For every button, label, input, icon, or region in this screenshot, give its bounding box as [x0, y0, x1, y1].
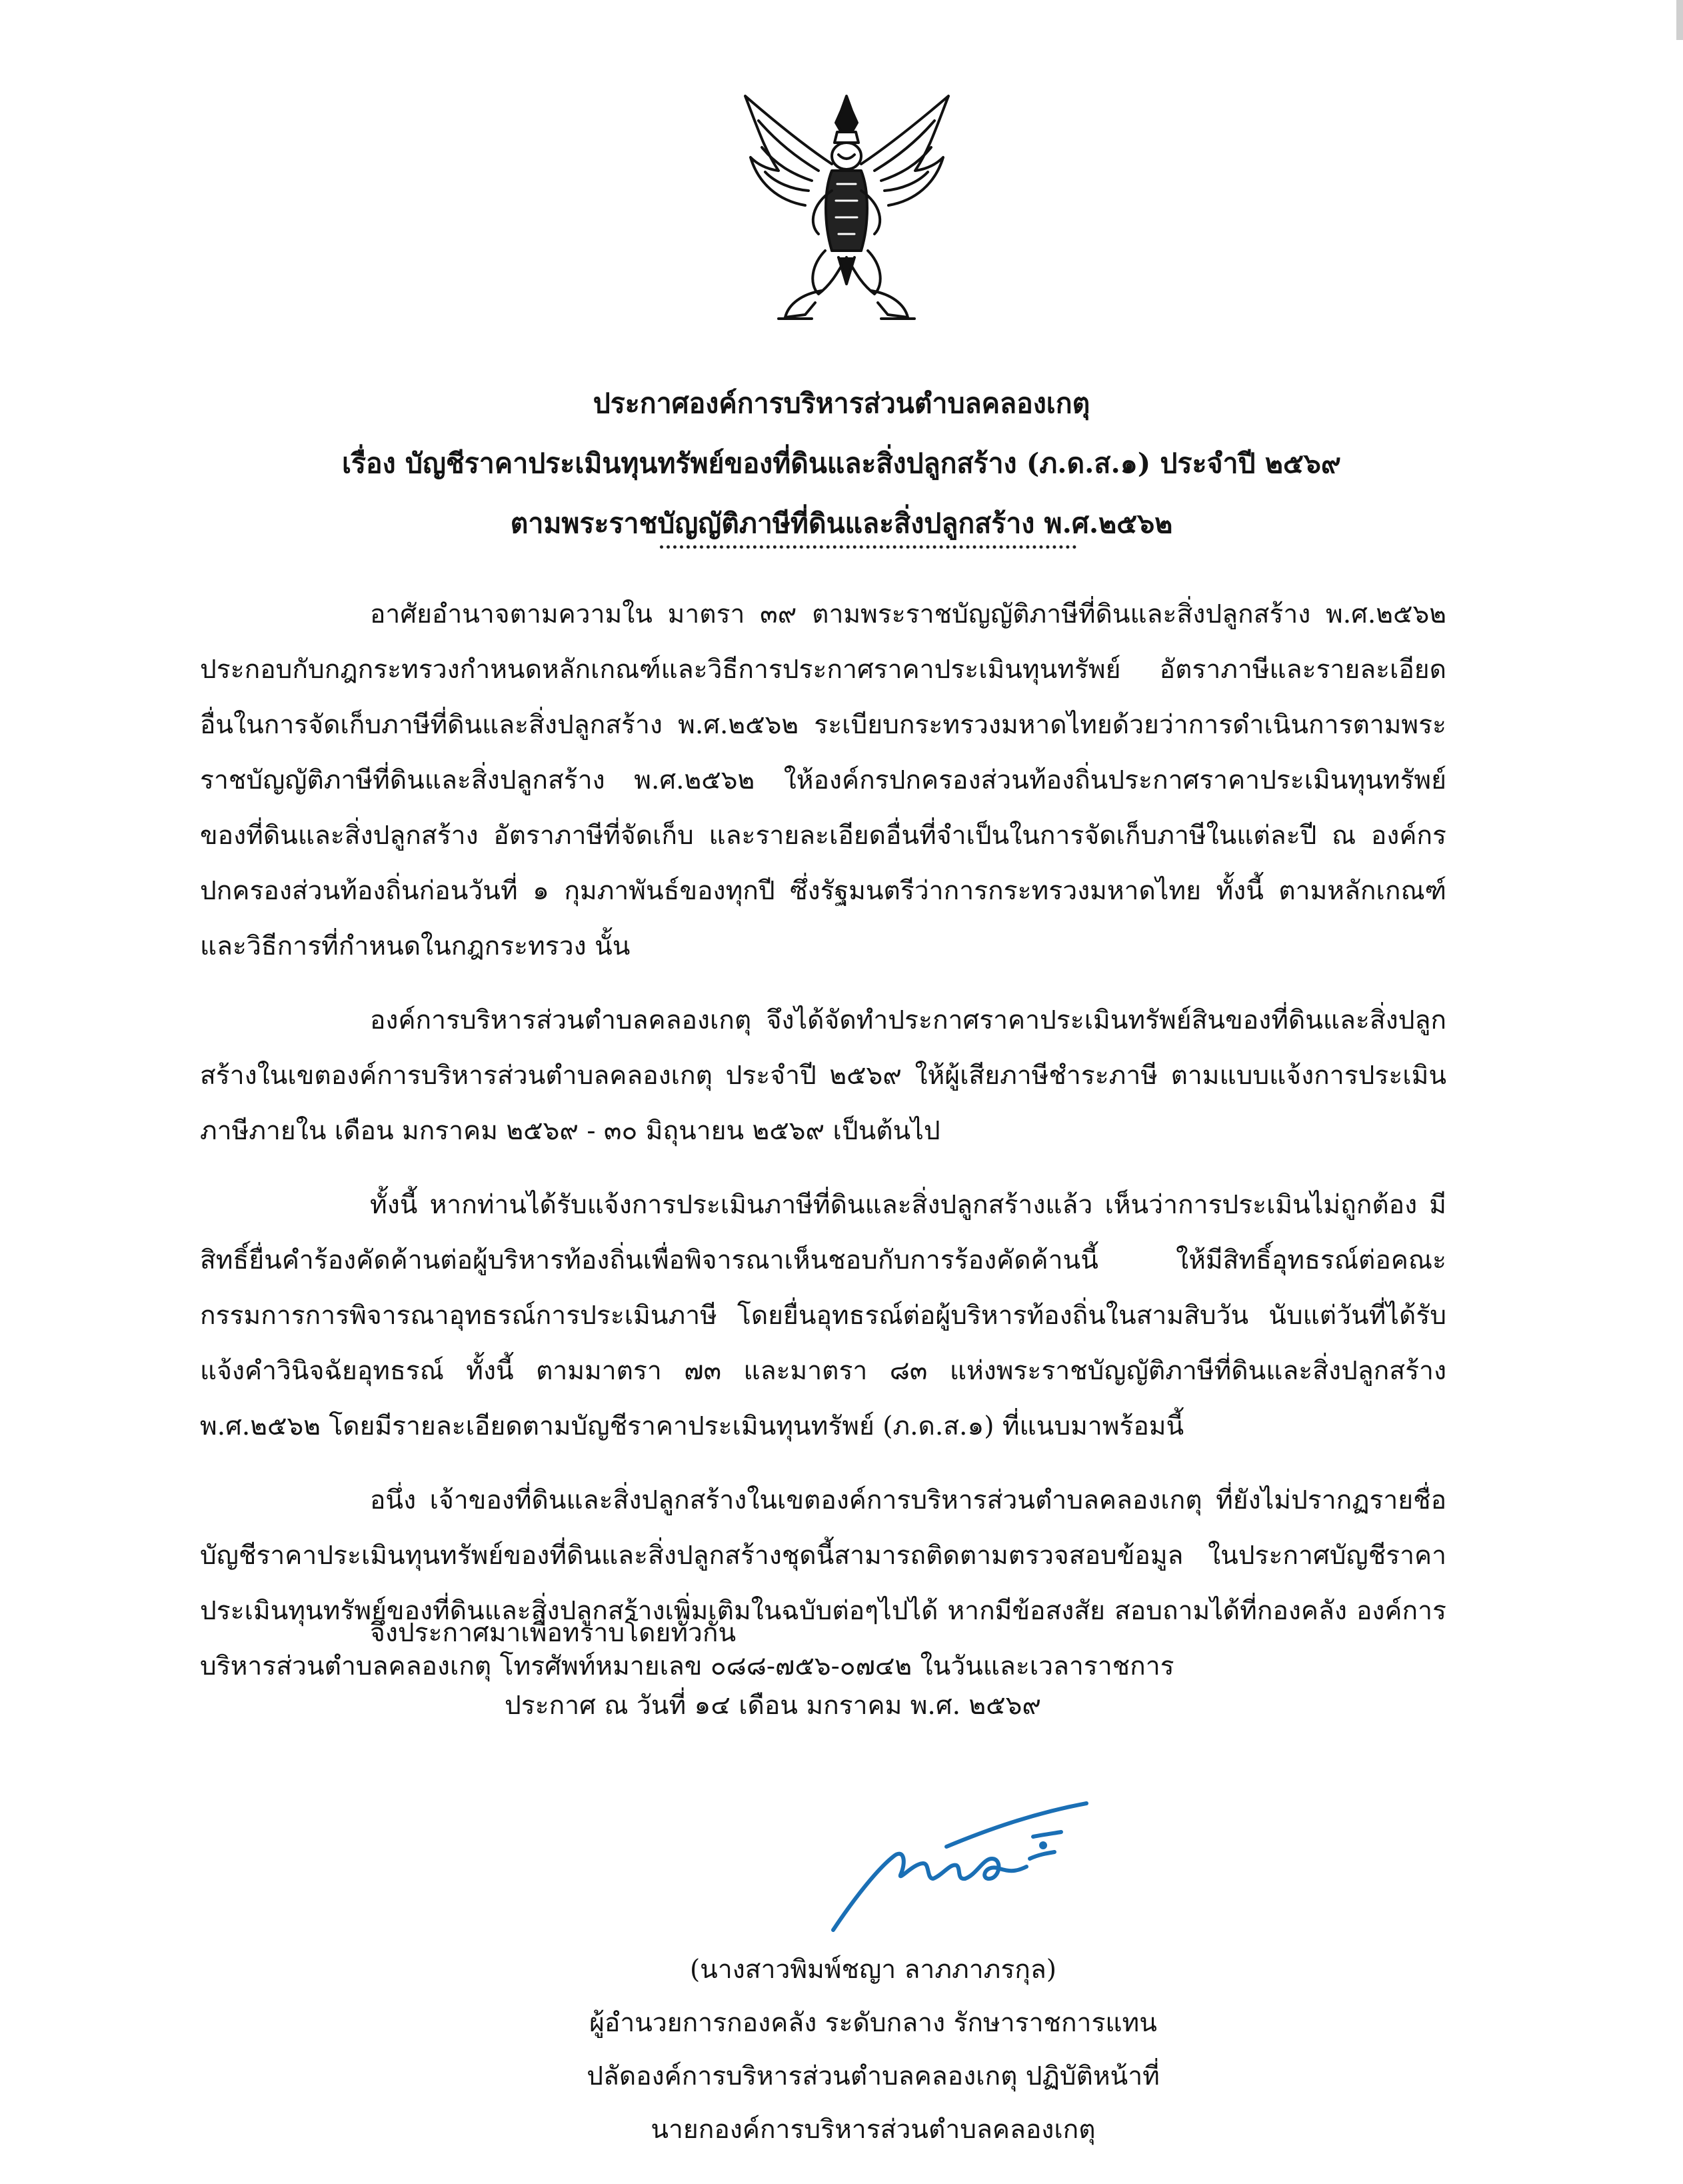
closing-statement: จึงประกาศมาเพื่อทราบโดยทั่วกัน [370, 1618, 737, 1648]
announcement-date: ประกาศ ณ วันที่ ๑๔ เดือน มกราคม พ.ศ. ๒๕๖๙ [505, 1691, 1041, 1721]
announcement-law: ตามพระราชบัญญัติภาษีที่ดินและสิ่งปลูกสร้าง พ.ศ.๒๕๖๒ [510, 507, 1173, 539]
body-paragraph-1: อาศัยอำนาจตามความใน มาตรา ๓๙ ตามพระราชบัญญัติภาษีที่ดินและสิ่งปลูกสร้าง พ.ศ.๒๕๖๒ ประกอบกับกฎกระทรวงกำหนดหลักเกณฑ์และวิธีการประกาศราคาประเมินทุนทรัพย์ อัตราภาษีและรายละเอียดอื่นในการจัดเก็บภาษีที่ดินและสิ่งปลูกสร้าง พ.ศ.๒๕๖๒ ระเบียบกระทรวงมหาดไทยด้วยว่าการดำเนินการตามพระราชบัญญัติภาษีที่ดินและสิ่งปลูกสร้าง พ.ศ.๒๕๖๒ ให้องค์กรปกครองส่วนท้องถิ่นประกาศราคาประเมินทุนทรัพย์ของที่ดินและสิ่งปลูกสร้าง อัตราภาษีที่จัดเก็บ และรายละเอียดอื่นที่จำเป็นในการจัดเก็บภาษีในแต่ละปี ณ องค์กรปกครองส่วนท้องถิ่นก่อนวันที่ ๑ กุมภาพันธ์ของทุกปี ซึ่งรัฐมนตรีว่าการกระทรวงมหาดไทย ทั้งนี้ ตามหลักเกณฑ์และวิธีการที่กำหนดในกฎกระทรวง นั้น [200, 599, 1446, 961]
dotted-divider [660, 545, 1076, 549]
signatory-name: (นางสาวพิมพ์ชญา ลาภภาภรกุล) [689, 1955, 1057, 1985]
announcement-heading [133, 373, 1550, 553]
signatory-position-2: ปลัดองค์การบริหารส่วนตำบลคลองเกตุ ปฏิบัติหน้าที่ [587, 2061, 1160, 2091]
announcement-body [200, 587, 1446, 1713]
garuda-emblem-icon [739, 91, 955, 327]
signatory-position-3: นายกองค์การบริหารส่วนตำบลคลองเกตุ [651, 2115, 1096, 2145]
announcement-subject: เรื่อง บัญชีราคาประเมินทุนทรัพย์ของที่ดินและสิ่งปลูกสร้าง (ภ.ด.ส.๑) ประจำปี ๒๕๖๙ [342, 447, 1341, 479]
announcement-title: ประกาศองค์การบริหารส่วนตำบลคลองเกตุ [593, 387, 1090, 419]
handwritten-signature [813, 1800, 1106, 1937]
signatory-block [467, 1943, 1280, 2157]
body-paragraph-4: อนึ่ง เจ้าของที่ดินและสิ่งปลูกสร้างในเขตองค์การบริหารส่วนตำบลคลองเกตุ ที่ยังไม่ปรากฏรายชื่อบัญชีราคาประเมินทุนทรัพย์ของที่ดินและสิ่งปลูกสร้างชุดนี้สามารถติดตามตรวจสอบข้อมูล ในประกาศบัญชีราคาประเมินทุนทรัพย์ของที่ดินและสิ่งปลูกสร้างเพิ่มเติมในฉบับต่อๆไปได้ หากมีข้อสงสัย สอบถามได้ที่กองคลัง องค์การบริหารส่วนตำบลคลองเกตุ โทรศัพท์หมายเลข ๐๘๘-๗๕๖-๐๗๔๒ ในวันและเวลาราชการ [200, 1485, 1446, 1681]
body-paragraph-2: องค์การบริหารส่วนตำบลคลองเกตุ จึงได้จัดทำประกาศราคาประเมินทรัพย์สินของที่ดินและสิ่งปลูกสร้างในเขตองค์การบริหารส่วนตำบลคลองเกตุ ประจำปี ๒๕๖๙ ให้ผู้เสียภาษีชำระภาษี ตามแบบแจ้งการประเมินภาษีภายใน เดือน มกราคม ๒๕๖๙ - ๓๐ มิถุนายน ๒๕๖๙ เป็นต้นไป [200, 1005, 1446, 1146]
signatory-position-1: ผู้อำนวยการกองคลัง ระดับกลาง รักษาราชการแทน [589, 2008, 1157, 2038]
scan-edge-mark [1676, 0, 1683, 40]
body-paragraph-3: ทั้งนี้ หากท่านได้รับแจ้งการประเมินภาษีที่ดินและสิ่งปลูกสร้างแล้ว เห็นว่าการประเมินไม่ถูกต้อง มีสิทธิ์ยื่นคำร้องคัดค้านต่อผู้บริหารท้องถิ่นเพื่อพิจารณาเห็นชอบกับการร้องคัดค้านนี้ ให้มีสิทธิ์อุทธรณ์ต่อคณะกรรมการการพิจารณาอุทธรณ์การประเมินภาษี โดยยื่นอุทธรณ์ต่อผู้บริหารท้องถิ่นในสามสิบวัน นับแต่วันที่ได้รับแจ้งคำวินิจฉัยอุทธรณ์ ทั้งนี้ ตามมาตรา ๗๓ และมาตรา ๘๓ แห่งพระราชบัญญัติภาษีที่ดินและสิ่งปลูกสร้าง พ.ศ.๒๕๖๒ โดยมีรายละเอียดตามบัญชีราคาประเมินทุนทรัพย์ (ภ.ด.ส.๑) ที่แนบมาพร้อมนี้ [200, 1190, 1446, 1441]
